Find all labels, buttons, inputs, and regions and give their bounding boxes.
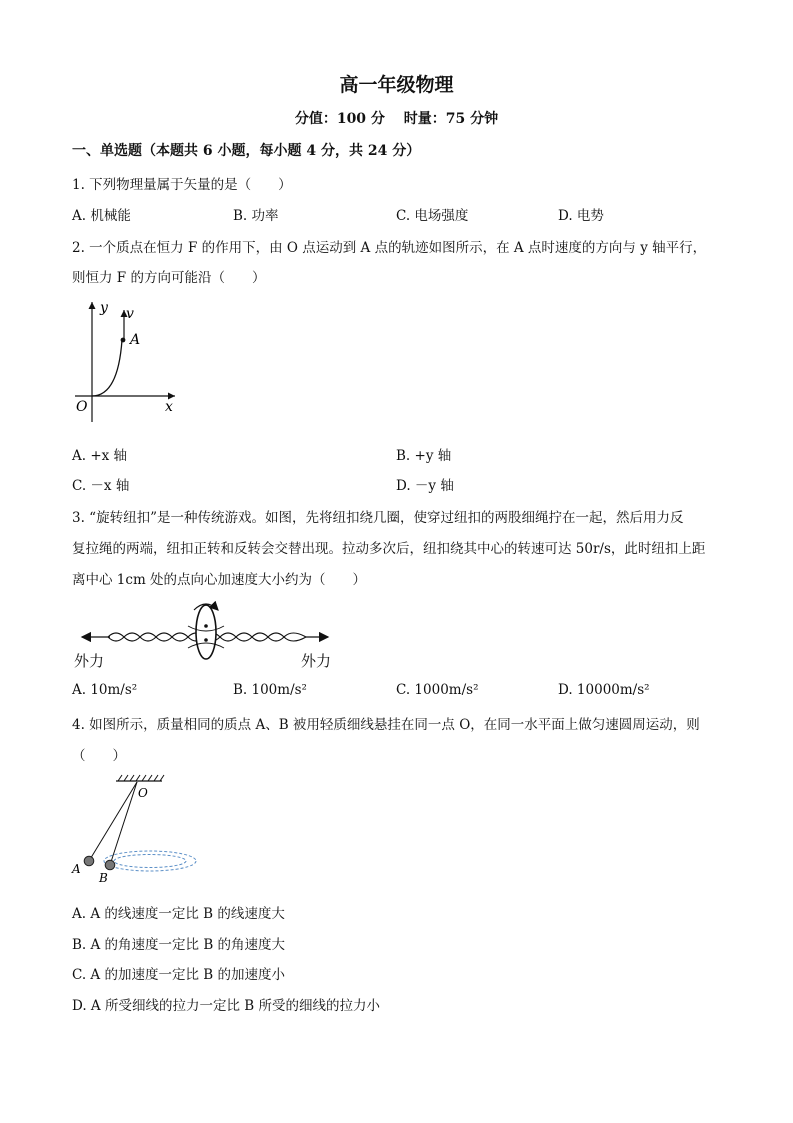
ball-b-label: B (99, 871, 108, 885)
section-heading: 一、单选题（本题共 6 小题，每小题 4 分，共 24 分） (72, 143, 421, 159)
q3-option-b: B. 100m/s² (233, 682, 307, 698)
q4-option-a: A. A 的线速度一定比 B 的线速度大 (72, 906, 285, 922)
q3-stem-line2: 复拉绳的两端，纽扣正转和反转会交替出现。拉动多次后，纽扣绕其中心的转速可达 50r/s，此时纽扣上距 (72, 541, 706, 557)
ball-b (105, 860, 115, 870)
q4-option-d: D. A 所受细线的拉力一定比 B 所受的细线的拉力小 (72, 998, 380, 1014)
point-a-label: A (130, 332, 141, 348)
q1-option-c: C. 电场强度 (396, 208, 469, 224)
q3-option-c: C. 1000m/s² (396, 682, 479, 698)
q2-trajectory-figure (70, 292, 190, 427)
q2-stem-line2: 则恒力 F 的方向可能沿（ ） (72, 270, 266, 286)
q2-option-b: B. +y 轴 (396, 448, 452, 464)
y-axis-label: y (100, 300, 108, 316)
button-hole-bottom (204, 638, 208, 642)
q1-option-d: D. 电势 (558, 208, 604, 224)
q4-stem-line2: （ ） (72, 748, 126, 764)
q4-stem-line1: 4. 如图所示，质量相同的质点 A、B 被用轻质细线悬挂在同一点 O，在同一水平面上做匀速圆周运动，则 (72, 717, 700, 733)
q3-option-d: D. 10000m/s² (558, 682, 650, 698)
string-b (110, 782, 137, 865)
exam-info: 分值：100 分 时量：75 分钟 (294, 111, 499, 127)
trajectory-curve (92, 340, 122, 396)
page-title: 高一年级物理 (339, 74, 454, 96)
string-a (89, 782, 137, 861)
ball-a (84, 856, 94, 866)
q2-option-a: A. +x 轴 (72, 448, 128, 464)
q1-stem: 1. 下列物理量属于矢量的是（ ） (72, 177, 292, 193)
q2-stem-line1: 2. 一个质点在恒力 F 的作用下，由 O 点运动到 A 点的轨迹如图所示，在 A 点时速度的方向与 y 轴平行， (72, 240, 707, 256)
q1-option-b: B. 功率 (233, 208, 279, 224)
q3-stem-line1: 3. “旋转纽扣”是一种传统游戏。如图，先将纽扣绕几圈，使穿过纽扣的两股细绳拧在一起，然后用力反 (72, 510, 684, 526)
q2-option-c: C. －x 轴 (72, 478, 130, 494)
x-axis-label: x (165, 399, 173, 415)
point-a-dot (121, 338, 126, 343)
q1-option-a: A. 机械能 (72, 208, 131, 224)
left-force-label: 外力 (74, 652, 105, 670)
button-disc (196, 605, 216, 659)
origin-label: O (76, 399, 88, 415)
q4-option-b: B. A 的角速度一定比 B 的角速度大 (72, 937, 286, 953)
orbit-inner (114, 855, 186, 868)
q2-option-d: D. －y 轴 (396, 478, 454, 494)
point-o-label: O (138, 786, 148, 800)
velocity-label: v (126, 306, 134, 322)
q3-option-a: A. 10m/s² (72, 682, 138, 698)
right-force-label: 外力 (301, 652, 332, 670)
q4-conical-pendulum-figure (70, 772, 200, 887)
q3-stem-line3: 离中心 1cm 处的点向心加速度大小约为（ ） (72, 572, 367, 588)
button-hole-top (204, 624, 208, 628)
ball-a-label: A (72, 862, 81, 876)
ceiling-hatch (118, 775, 164, 781)
q4-option-c: C. A 的加速度一定比 B 的加速度小 (72, 967, 285, 983)
